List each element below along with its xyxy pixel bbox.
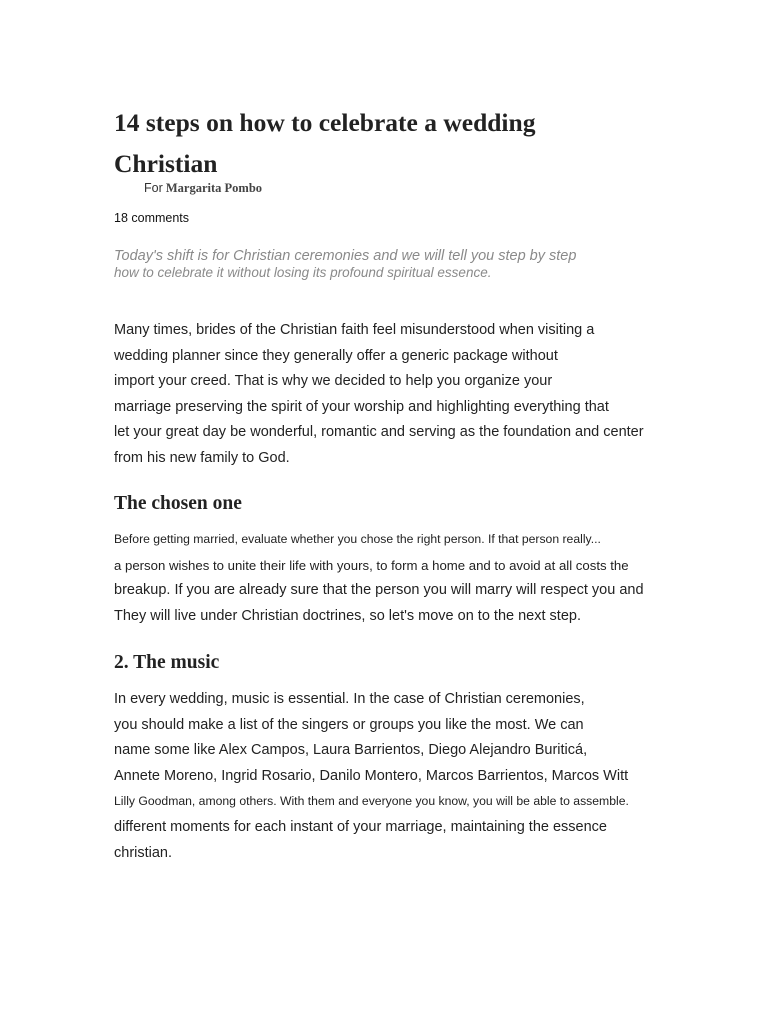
paragraph-line: Many times, brides of the Christian faith feel misunderstood when visiting a (114, 322, 595, 338)
author-name: Margarita Pombo (165, 181, 263, 195)
paragraph-line: import your creed. That is why we decided to help you organize your (114, 373, 553, 390)
paragraph-line: breakup. If you are already sure that the person you will marry will respect you and (114, 582, 644, 599)
paragraph-line: let your great day be wonderful, romantic and serving as the foundation and center (114, 424, 644, 441)
article-title-line: Christian (114, 149, 218, 178)
paragraph-line: from his new family to God. (114, 449, 290, 466)
paragraph-line: They will live under Christian doctrines, so let's move on to the next step. (114, 607, 581, 624)
intro-paragraph (114, 318, 644, 472)
byline-prefix: For (144, 181, 163, 195)
comments-count: 18 comments (114, 211, 190, 225)
byline (144, 180, 262, 196)
paragraph-line: name some like Alex Campos, Laura Barrientos, Diego Alejandro Buriticá, (114, 742, 588, 759)
section-heading: The chosen one (114, 493, 242, 514)
article-title (114, 102, 674, 184)
paragraph-line: wedding planner since they generally offer a generic package without (114, 347, 558, 364)
paragraph-line: christian. (114, 844, 173, 861)
paragraph-line: marriage preserving the spirit of your worship and highlighting everything that (114, 398, 609, 415)
paragraph-line: a person wishes to unite their life with yours, to form a home and to avoid at all costs the (114, 557, 629, 573)
paragraph-line: you should make a list of the singers or groups you like the most. We can (114, 716, 584, 733)
paragraph-line: different moments for each instant of your marriage, maintaining the essence (114, 818, 607, 835)
article-title-line: 14 steps on how to celebrate a wedding (114, 108, 536, 137)
paragraph-line: Lilly Goodman, among others. With them and everyone you know, you will be able to assemble. (114, 794, 629, 809)
section-paragraph (114, 527, 644, 629)
paragraph-line: In every wedding, music is essential. In the case of Christian ceremonies, (114, 691, 585, 707)
article-lead (114, 247, 576, 281)
paragraph-line: Before getting married, evaluate whether you chose the right person. If that person really... (114, 532, 601, 546)
paragraph-line: Annete Moreno, Ingrid Rosario, Danilo Montero, Marcos Barrientos, Marcos Witt (114, 767, 629, 784)
lead-line: how to celebrate it without losing its profound spiritual essence. (114, 265, 492, 280)
section-paragraph (114, 687, 629, 866)
lead-line: Today's shift is for Christian ceremonies and we will tell you step by step (114, 248, 577, 264)
section-heading: 2. The music (114, 652, 220, 673)
